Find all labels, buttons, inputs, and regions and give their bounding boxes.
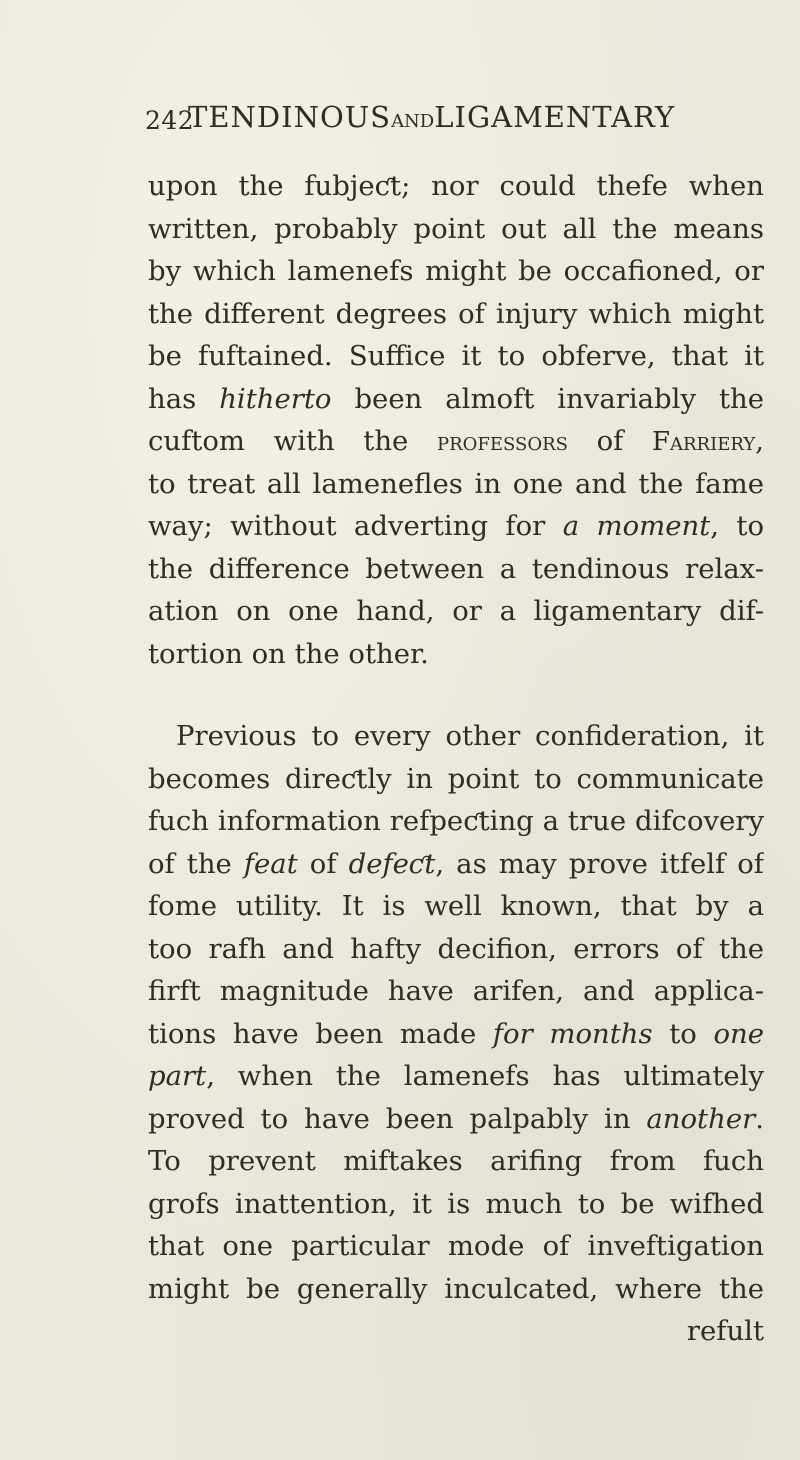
text-line (148, 928, 764, 971)
text-run: , to (710, 510, 764, 542)
text-line (148, 505, 764, 548)
running-head-and: AND (391, 111, 435, 132)
italic-run: a moment (562, 510, 711, 542)
text-line (148, 590, 764, 633)
text-run: too rafh and hafty decifion, errors of the (148, 932, 764, 965)
text-line (148, 1140, 764, 1183)
text-line (148, 885, 764, 928)
text-line (148, 293, 764, 336)
text-line (148, 843, 764, 886)
catchword-text: refult (686, 1315, 764, 1347)
italic-run: part (148, 1060, 207, 1092)
text-run: to (652, 1017, 714, 1050)
text-run: , (755, 425, 764, 457)
text-run: of (297, 847, 349, 880)
text-run: to treat all lamenefles in one and the fame (148, 467, 764, 500)
text-line (148, 165, 764, 208)
text-line (148, 1098, 764, 1141)
text-line (148, 208, 764, 251)
text-line (148, 1268, 764, 1311)
text-run: has (148, 382, 220, 415)
text-run: grofs inattention, it is much to be wifhed (148, 1187, 764, 1220)
text-run: becomes direƈtly in point to communicate (148, 762, 764, 795)
text-run: written, probably point out all the means (148, 212, 764, 245)
italic-run: another (646, 1102, 756, 1135)
text-run: upon the fubjeƈt; nor could thefe when (148, 170, 764, 202)
text-run: been almoft invariably the (331, 382, 764, 415)
text-run: fome utility. It is well known, that by a (148, 890, 764, 922)
running-head-part1: TENDINOUS (188, 100, 392, 134)
text-run: tions have been made (148, 1017, 493, 1050)
text-run: that one particular mode of inveftigation (148, 1230, 764, 1262)
text-run: cuftom with the (148, 425, 437, 457)
text-run: tortion on the other. (148, 637, 429, 670)
text-line (148, 548, 764, 591)
small-caps-run: professors (436, 427, 568, 457)
text-run: , when the lamenefs has ultimately (206, 1060, 764, 1092)
paragraph-gap (148, 675, 764, 715)
text-run: way; without adverting for (148, 510, 563, 542)
page-header (0, 100, 800, 140)
running-head (188, 100, 675, 134)
italic-run: defeƈt (348, 847, 436, 880)
text-line (148, 1013, 764, 1056)
text-run: firft magnitude have arifen, and applica- (148, 975, 764, 1007)
text-line (148, 758, 764, 801)
catchword (148, 1310, 764, 1353)
text-line (148, 250, 764, 293)
text-line (148, 1183, 764, 1226)
page-number: 242 (145, 106, 195, 135)
text-run: might be generally inculcated, where the (148, 1272, 764, 1305)
text-run: of (568, 425, 652, 457)
italic-run: hitherto (219, 382, 332, 415)
text-line (148, 715, 764, 758)
text-run: fuch information refpeƈting a true difcovery (148, 805, 764, 837)
text-run: To prevent miftakes arifing from fuch (148, 1145, 764, 1177)
text-line (148, 420, 764, 463)
text-line (148, 463, 764, 506)
text-line (148, 1055, 764, 1098)
text-run: . (755, 1102, 764, 1135)
text-line (148, 633, 764, 676)
text-line (148, 970, 764, 1013)
text-line (148, 378, 764, 421)
text-run: proved to have been palpably in (148, 1102, 647, 1135)
text-run: by which lamenefs might be occafioned, or (148, 255, 764, 287)
italic-run: for months (492, 1017, 653, 1050)
italic-run: feat (243, 847, 298, 880)
small-caps-run: Farriery (651, 427, 756, 457)
text-run: Previous to every other confideration, it (176, 720, 764, 752)
text-run: be fuftained. Suffice it to obferve, that it (148, 340, 764, 372)
text-line (148, 1225, 764, 1268)
text-line (148, 800, 764, 843)
text-run: ation on one hand, or a ligamentary dif- (148, 595, 764, 627)
text-run: the difference between a tendinous relax- (148, 552, 764, 585)
text-run: of the (148, 847, 244, 880)
body-text (148, 165, 764, 1353)
text-run: the different degrees of injury which might (148, 297, 764, 330)
text-line (148, 335, 764, 378)
running-head-part2: LIGAMENTARY (434, 100, 676, 134)
italic-run: one (713, 1017, 764, 1050)
text-run: , as may prove itfelf of (435, 847, 764, 880)
